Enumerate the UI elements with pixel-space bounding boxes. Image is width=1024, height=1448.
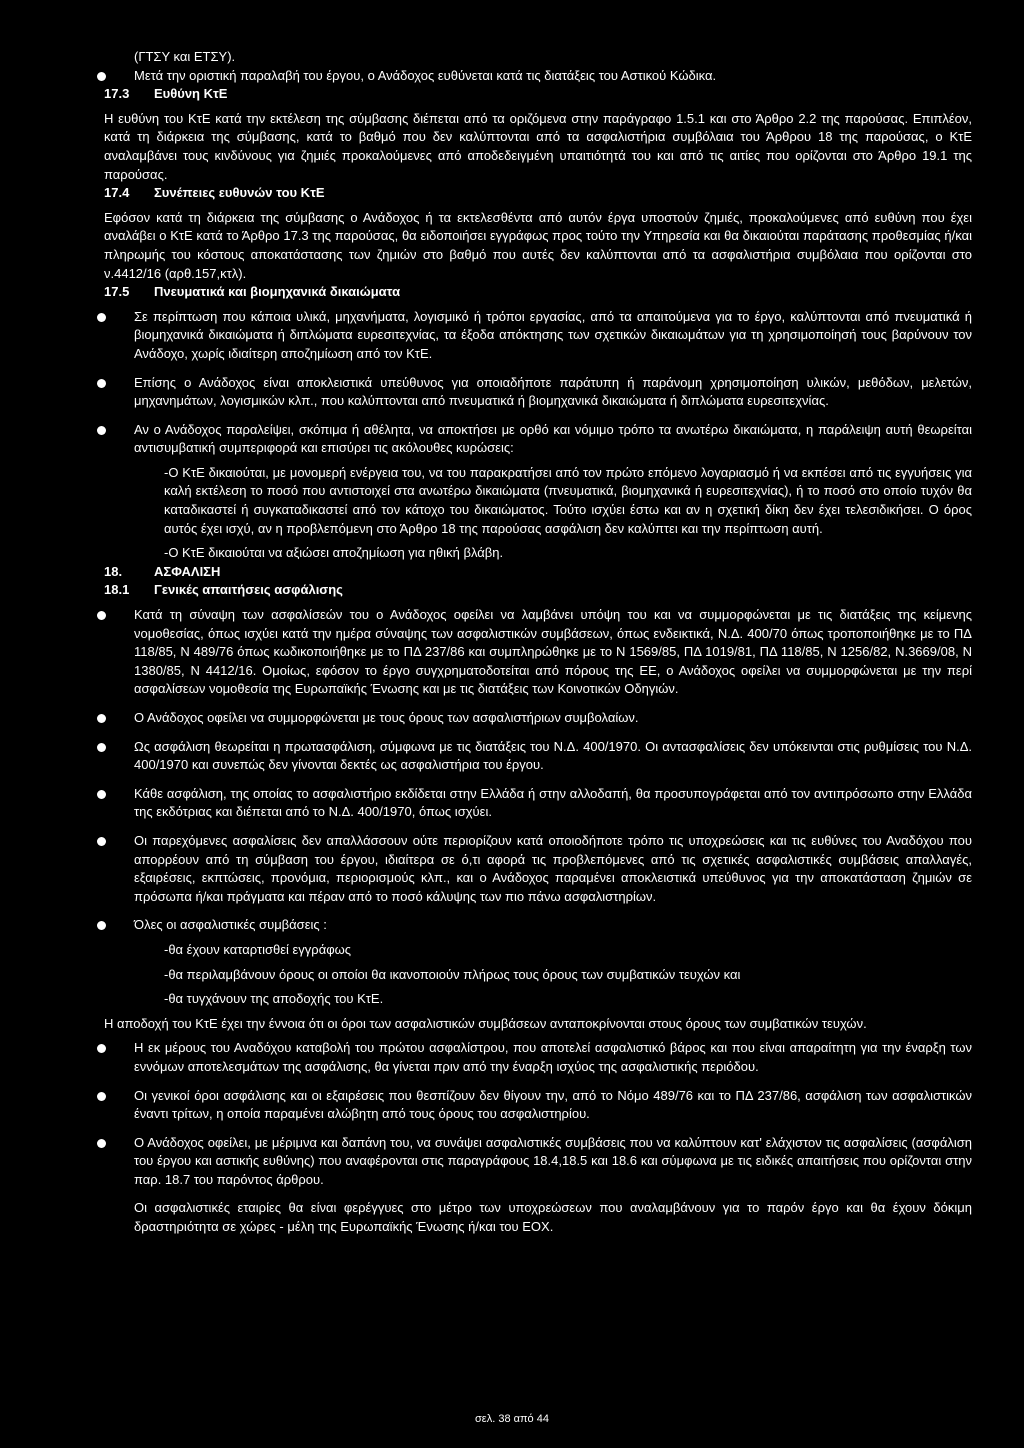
sub-item: -θα περιλαμβάνουν όρους οι οποίοι θα ικανοποιούν πλήρως τους όρους των συμβατικών τευχών και bbox=[164, 966, 741, 982]
bullet-dot-icon bbox=[97, 1092, 106, 1101]
bullet-dot-icon bbox=[97, 379, 106, 388]
paragraph: Η αποδοχή του ΚτΕ έχει την έννοια ότι οι όροι των ασφαλιστικών συμβάσεων ανταποκρίνονται στους όρους των συμβατικών τευχών. bbox=[104, 1015, 867, 1031]
page-number: σελ. 38 από 44 bbox=[475, 1413, 549, 1425]
bullet-dot-icon bbox=[97, 714, 106, 723]
paragraph: Οι ασφαλιστικές εταιρίες θα είναι φερέγγυες στο μέτρο των υποχρεώσεων που αναλαμβάνουν για το παρόν έργο και θα έχουν δόκιμη δραστηριότητα σε χώρες - μέλη της Ευρωπαϊκής Ένωσης ή/και του ΕΟΧ. bbox=[134, 1200, 972, 1235]
page-content bbox=[104, 48, 972, 1237]
section-heading-18-1: 18.1 Γενικές απαιτήσεις ασφάλισης bbox=[104, 582, 343, 598]
bullet-item: Κατά τη σύναψη των ασφαλίσεών του ο Ανάδοχος οφείλει να λαμβάνει υπόψη του και να συμμορφώνεται με τις διατάξεις της κείμενης νομοθεσίας, όπως ισχύει κατά την ημέρα σύναψης των ασφαλιστικών συμβάσεων, όπως ενδεικτικά, Ν.Δ. 400/70 όπως τροποποιήθηκε με το ΠΔ 118/85, Ν 489/76 όπως κωδικοποιήθηκε με το ΠΔ 237/86 και συμπληρώθηκε με το Ν 1569/85, ΠΔ 1019/81, ΠΔ 118/85, Ν 1256/82, Ν.3669/08, Ν 1380/85, Ν 4412/16. Ομοίως, εφόσον το έργο συγχρηματοδοτείται από πόρους της ΕΕ, ο Ανάδοχος οφείλει να συμμορφώνεται με την περί ασφαλίσεων νομοθεσία της Ευρωπαϊκής Ένωσης και με τις διατάξεις των Κοινοτικών Οδηγιών. bbox=[104, 606, 972, 699]
bullet-dot-icon bbox=[97, 611, 106, 620]
bullet-item: Μετά την οριστική παραλαβή του έργου, ο Ανάδοχος ευθύνεται κατά τις διατάξεις του Αστικού Κώδικα. bbox=[104, 67, 972, 86]
bullet-item: Όλες οι ασφαλιστικές συμβάσεις : bbox=[104, 916, 972, 935]
section-heading-18: 18. ΑΣΦΑΛΙΣΗ bbox=[104, 563, 221, 579]
bullet-dot-icon bbox=[97, 313, 106, 322]
bullet-dot-icon bbox=[97, 743, 106, 752]
bullet-dot-icon bbox=[97, 426, 106, 435]
bullet-dot-icon bbox=[97, 72, 106, 81]
section-heading-17-3: 17.3 Ευθύνη ΚτΕ bbox=[104, 86, 228, 102]
paragraph: Εφόσον κατά τη διάρκεια της σύμβασης ο Ανάδοχος ή τα εκτελεσθέντα από αυτόν έργα υποστούν ζημιές, προκαλούμενες από ευθύνη που έχει αναλάβει ο ΚτΕ κατά το Άρθρο 17.3 της παρούσας, θα ειδοποιήσει εγγράφως προς τούτο την Υπηρεσία και θα δικαιούται παράτασης προθεσμίας ή/και πληρωμής του κόστους αποκατάστασης των ζημιών στο βαθμό που αυτές δεν καλύπτονται από τα ασφαλιστήρια συμβόλαια που ορίζονται στο ν.4412/16 (αρθ.157,κτλ). bbox=[104, 209, 972, 281]
sub-item: -Ο ΚτΕ δικαιούται, με μονομερή ενέργεια του, να του παρακρατήσει από τον πρώτο επόμενο λογαριασμό ή να εκπέσει από τις εγγυήσεις για καλή εκτέλεση το ποσό που αντιστοιχεί στα ανωτέρω δικαιώματα (πνευματικά, βιομηχανικά ή ευρεσιτεχνίας), ή το ποσό στο οποίο τυχόν θα καταδικαστεί ή συγκαταδικαστεί από τον κάτοχο του δικαιώματος. Τούτο ισχύει έστω και αν η σχετική δίκη δεν έχει τελεσιδικήσει. Ο όρος αυτός έχει ισχύ, αν η προβλεπόμενη στο Άρθρο 18 της παρούσας ασφάλιση δεν καλύπτει και την περίπτωση αυτή. bbox=[164, 464, 972, 536]
bullet-item: Ο Ανάδοχος οφείλει να συμμορφώνεται με τους όρους των ασφαλιστήριων συμβολαίων. bbox=[104, 709, 972, 728]
bullet-dot-icon bbox=[97, 790, 106, 799]
sub-item: -Ο ΚτΕ δικαιούται να αξιώσει αποζημίωση για ηθική βλάβη. bbox=[164, 545, 504, 561]
bullet-item: Ο Ανάδοχος οφείλει, με μέριμνα και δαπάνη του, να συνάψει ασφαλιστικές συμβάσεις που να καλύπτουν κατ' ελάχιστον τις ασφαλίσεις (ασφάλιση του έργου και αστικής ευθύνης) που αναφέρονται στις παραγράφους 18.4,18.5 και 18.6 και σύμφωνα με τις ειδικές απαιτήσεις που ορίζονται στην παρ. 18.7 του παρόντος άρθρου. bbox=[104, 1134, 972, 1190]
bullet-item: Επίσης ο Ανάδοχος είναι αποκλειστικά υπεύθυνος για οποιαδήποτε παράτυπη ή παράνομη χρησιμοποίηση υλικών, μεθόδων, μελετών, μηχανημάτων, λογισμικών κλπ., που καλύπτονται από πνευματικά ή βιομηχανικά δικαιώματα ή διπλώματα ευρεσιτεχνίας. bbox=[104, 374, 972, 411]
bullet-item: Η εκ μέρους του Αναδόχου καταβολή του πρώτου ασφαλίστρου, που αποτελεί ασφαλιστικό βάρος και που είναι απαραίτητη για την έναρξη των εννόμων αποτελεσμάτων της ασφάλισης, θα γίνεται πριν από την έναρξη ισχύος της ασφαλιστικής περιόδου. bbox=[104, 1039, 972, 1076]
paragraph: (ΓΤΣΥ και ΕΤΣΥ). bbox=[134, 49, 236, 64]
bullet-item: Σε περίπτωση που κάποια υλικά, μηχανήματα, λογισμικό ή τρόποι εργασίας, από τα απαιτούμενα για το έργο, καλύπτονται από πνευματικά ή βιομηχανικά δικαιώματα ή διπλώματα ευρεσιτεχνίας, τα έξοδα απόκτησης των σχετικών δικαιωμάτων για τη χρησιμοποίησή τους βαρύνουν τον Ανάδοχο, χωρίς ιδιαίτερη αποζημίωση από τον ΚτΕ. bbox=[104, 308, 972, 364]
bullet-item: Κάθε ασφάλιση, της οποίας το ασφαλιστήριο εκδίδεται στην Ελλάδα ή στην αλλοδαπή, θα προσυπογράφεται από τον αντιπρόσωπο στην Ελλάδα της εκδότριας και διέπεται από το Ν.Δ. 400/1970, όπως ισχύει. bbox=[104, 785, 972, 822]
bullet-dot-icon bbox=[97, 837, 106, 846]
bullet-item: Αν ο Ανάδοχος παραλείψει, σκόπιμα ή αθέλητα, να αποκτήσει με ορθό και νόμιμο τρόπο τα ανωτέρω δικαιώματα, η παράλειψη αυτή θεωρείται αντισυμβατική συμπεριφορά και επισύρει τις ακόλουθες κυρώσεις: bbox=[104, 421, 972, 458]
bullet-dot-icon bbox=[97, 1044, 106, 1053]
bullet-item: Οι γενικοί όροι ασφάλισης και οι εξαιρέσεις που θεσπίζουν δεν θίγουν την, από το Νόμο 489/76 και το ΠΔ 237/86, ασφάλιση των ασφαλιστικών έναντι τρίτων, η οποία παραμένει αλώβητη από τους όρους του ασφαλιστηρίου. bbox=[104, 1087, 972, 1124]
sub-item: -θα έχουν καταρτισθεί εγγράφως bbox=[164, 941, 352, 957]
section-heading-17-5: 17.5 Πνευματικά και βιομηχανικά δικαιώματα bbox=[104, 284, 401, 300]
bullet-dot-icon bbox=[97, 921, 106, 930]
bullet-item: Ως ασφάλιση θεωρείται η πρωτασφάλιση, σύμφωνα με τις διατάξεις του Ν.Δ. 400/1970. Οι αντασφαλίσεις δεν υπόκεινται στις ρυθμίσεις του Ν.Δ. 400/1970 και συνεπώς δεν γίνονται δεκτές ως ασφαλιστήρια του έργου. bbox=[104, 738, 972, 775]
section-heading-17-4: 17.4 Συνέπειες ευθυνών του ΚτΕ bbox=[104, 185, 325, 201]
paragraph: Η ευθύνη του ΚτΕ κατά την εκτέλεση της σύμβασης διέπεται από τα οριζόμενα στην παράγραφο 1.5.1 και στο Άρθρο 2.2 της παρούσας. Επιπλέον, κατά τη διάρκεια της σύμβασης, κατά το βαθμό που δεν καλύπτονται από τα ασφαλιστήρια συμβόλαια του Άρθρου 18 της παρούσας, ο ΚτΕ αναλαμβάνει τους κινδύνους για ζημιές προκαλούμενες από αποδεδειγμένη υπαιτιότητά του και από τις αιτίες που ορίζονται στο Άρθρο 19.1 της παρούσας. bbox=[104, 110, 972, 182]
bullet-dot-icon bbox=[97, 1139, 106, 1148]
bullet-item: Οι παρεχόμενες ασφαλίσεις δεν απαλλάσσουν ούτε περιορίζουν κατά οποιοδήποτε τρόπο τις υποχρεώσεις και τις ευθύνες του Αναδόχου που απορρέουν από τη σύμβαση του έργου, ιδιαίτερα σε ό,τι αφορά τις προβλεπόμενες από τις σχετικές ασφαλιστικές συμβάσεις απαλλαγές, εξαιρέσεις, εκπτώσεις, προνόμια, περιορισμούς κλπ., και ο Ανάδοχος παραμένει αποκλειστικά υπεύθυνος για την αποκατάσταση ζημιών σε πρόσωπα ή/και πράγματα και πέραν από το ποσό κάλυψης των πιο πάνω ασφαλιστηρίων. bbox=[104, 832, 972, 906]
sub-item: -θα τυγχάνουν της αποδοχής του ΚτΕ. bbox=[164, 991, 384, 1007]
